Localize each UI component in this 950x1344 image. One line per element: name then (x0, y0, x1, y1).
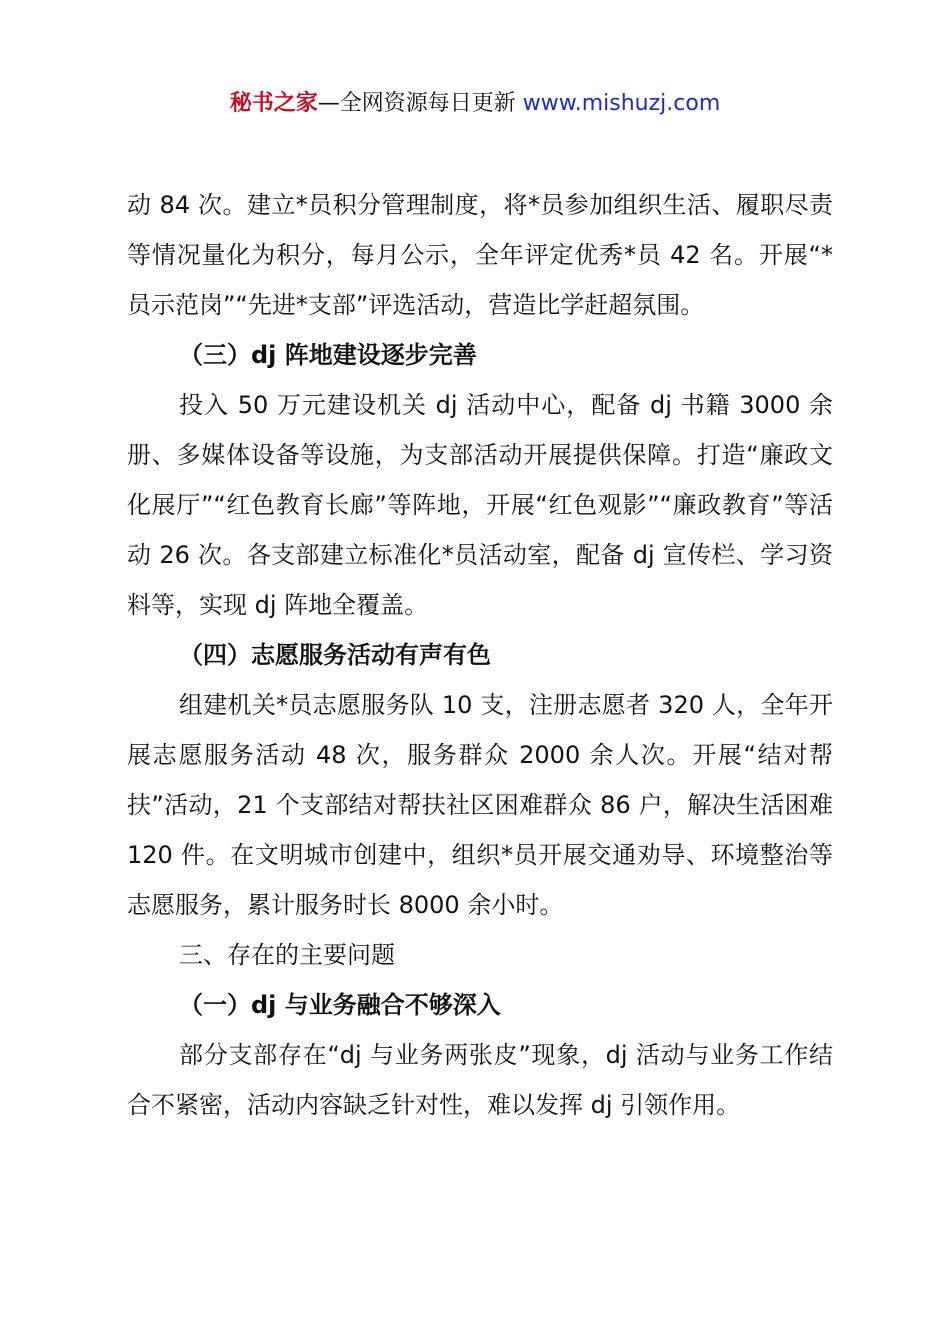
page-header (0, 88, 950, 120)
document-body (127, 180, 833, 1130)
section-heading-problems: 三、存在的主要问题 (179, 941, 395, 969)
header-tagline: —全网资源每日更新 (317, 91, 523, 116)
paragraph-integration: 部分支部存在“dj 与业务两张皮”现象，dj 活动与业务工作结合不紧密，活动内容缺乏针对性，难以发挥 dj 引领作用。 (127, 1041, 833, 1119)
subheading-integration: （一）dj 与业务融合不够深入 (179, 991, 501, 1019)
site-url-link[interactable]: www.mishuzj.com (522, 91, 721, 116)
paragraph-position-building: 投入 50 万元建设机关 dj 活动中心，配备 dj 书籍 3000 余册、多媒体设备等设施，为支部活动开展提供保障。打造“廉政文化展厅”“红色教育长廊”等阵地，开展“红色观影”“廉政教育”等活动 26 次。各支部建立标准化*员活动室，配备 dj 宣传栏、学习资料等，实现 dj 阵地全覆盖。 (127, 391, 833, 619)
paragraph-volunteer-service: 组建机关*员志愿服务队 10 支，注册志愿者 320 人，全年开展志愿服务活动 48 次，服务群众 2000 余人次。开展“结对帮扶”活动，21 个支部结对帮扶社区困难群众 86 户，解决生活困难 120 件。在文明城市创建中，组织*员开展交通劝导、环境整治等志愿服务，累计服务时长 8000 余小时。 (127, 691, 833, 919)
brand-name: 秘书之家 (229, 91, 318, 116)
subheading-volunteer-service: （四）志愿服务活动有声有色 (179, 641, 491, 669)
subheading-position-building: （三）dj 阵地建设逐步完善 (179, 341, 477, 369)
paragraph-continuation: 动 84 次。建立*员积分管理制度，将*员参加组织生活、履职尽责等情况量化为积分，每月公示，全年评定优秀*员 42 名。开展“*员示范岗”“先进*支部”评选活动，营造比学赶超氛围。 (127, 191, 833, 319)
